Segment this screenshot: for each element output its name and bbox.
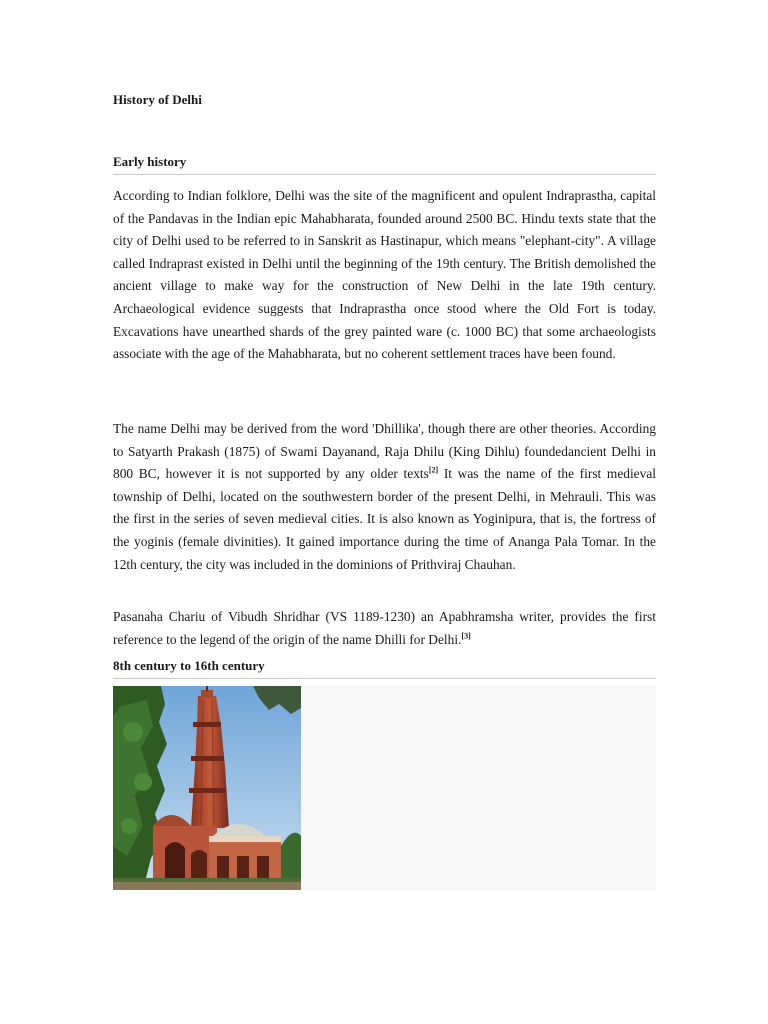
citation-ref-3[interactable]: [3] <box>461 631 471 641</box>
paragraph-name-origin <box>113 418 656 576</box>
section-heading-8th-16th-century: 8th century to 16th century <box>113 658 656 679</box>
citation-ref-2[interactable]: [2] <box>428 465 439 475</box>
paragraph-text: It was the name of the first medieval township of Delhi, located on the southwestern border of the present Delhi, in Mehrauli. This was the first in the series of seven medieval cities. It is also known as Yoginipura, that is, the fortress of the yoginis (female divinities). It gained importance during the time of Ananga Pala Tomar. In the 12th century, the city was included in the dominions of Prithviraj Chauhan. <box>113 466 656 572</box>
paragraph-folklore: According to Indian folklore, Delhi was the site of the magnificent and opulent Indraprastha, capital of the Pandavas in the Indian epic Mahabharata, founded around 2500 BC. Hindu texts state that the city of Delhi used to be referred to in Sanskrit as Hastinapur, which means "elephant-city". A village called Indraprast existed in Delhi until the beginning of the 19th century. The British demolished the ancient village to make way for the construction of New Delhi in the late 19th century. Archaeological evidence suggests that Indraprastha once stood where the Old Fort is today. Excavations have unearthed shards of the grey painted ware (c. 1000 BC) that some archaeologists associate with the age of the Mahabharata, but no coherent settlement traces have been found. <box>113 188 656 362</box>
figure-container <box>113 686 656 890</box>
section-heading-early-history: Early history <box>113 154 656 175</box>
paragraph-text: Pasanaha Chariu of Vibudh Shridhar (VS 1189-1230) an Apabhramsha writer, provides the first reference to the legend of the origin of the name Dhilli for Delhi. <box>113 609 656 647</box>
paragraph-pasanaha <box>113 606 656 651</box>
document-title: History of Delhi <box>113 92 202 107</box>
paragraph-text: The name Delhi may be derived from the word 'Dhillika', though there are other theories. According to Satyarth Prakash (1875) of Swami Dayanand, Raja Dhilu (King Dihlu) foundedancient Delhi in 800 BC, however it is not supported by any older texts <box>113 421 656 482</box>
qutub-minar-photo <box>113 686 301 890</box>
